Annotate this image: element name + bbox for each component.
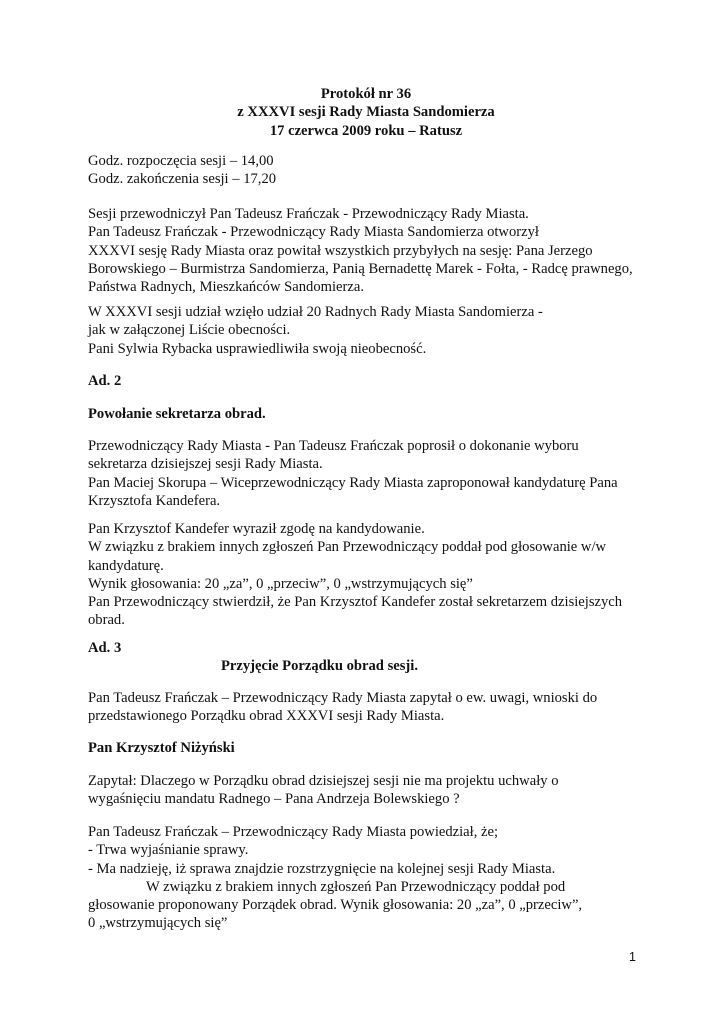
text-line: Państwa Radnych, Mieszkańców Sandomierza. [88,279,364,296]
text-line: Pan Maciej Skorupa – Wiceprzewodniczący Rady Miasta zaproponował kandydaturę Pana [88,474,618,491]
document-subtitle: z XXXVI sesji Rady Miasta Sandomierza [237,104,495,121]
text-line: W związku z brakiem innych zgłoszeń Pan Przewodniczący poddał pod głosowanie w/w [88,539,607,556]
ad2-heading: Ad. 2 [88,373,122,389]
text-line: Pan Tadeusz Frańczak – Przewodniczący Rady Miasta zapytał o ew. uwagi, wnioski do [88,690,598,706]
text-line: przedstawionego Porządku obrad XXXVI sesji Rady Miasta. [88,708,445,725]
document-header [88,85,644,140]
ad2-paragraph-1 [88,437,644,510]
ad3-subheading: Przyjęcie Porządku obrad sesji. [221,658,418,674]
document-title: Protokół nr 36 [320,86,412,102]
text-line: - Trwa wyjaśnianie sprawy. [88,842,249,859]
text-line: W XXXVI sesji udział wzięło udział 20 Radnych Rady Miasta Sandomierza - [88,304,543,320]
text-line: Krzysztofa Kandefera. [88,492,221,509]
ad3-paragraph-1 [88,689,644,726]
text-line: Pan Tadeusz Frańczak - Przewodniczący Rady Miasta Sandomierza otworzył [88,224,539,241]
ad2-subheading: Powołanie sekretarza obrad. [88,406,266,422]
page-number: 1 [629,950,636,964]
ad2-paragraph-2 [88,520,644,630]
text-line: sekretarza dzisiejszej sesji Rady Miasta. [88,456,323,473]
opening-paragraph [88,205,644,296]
text-line: Wynik głosowania: 20 „za”, 0 „przeciw”, 0 „wstrzymujących się” [88,575,473,592]
ad3-heading: Ad. 3 [88,640,122,656]
chair-answer [88,823,644,933]
text-line: 0 „wstrzymujących się” [88,915,228,932]
text-line: obrad. [88,612,125,629]
text-line: - Ma nadzieję, iż sprawa znajdzie rozstrzygnięcie na kolejnej sesji Rady Miasta. [88,860,556,877]
text-line: Pan Przewodniczący stwierdził, że Pan Krzysztof Kandefer został sekretarzem dzisiejszych [88,594,623,611]
start-time: Godz. rozpoczęcia sesji – 14,00 [88,153,274,169]
text-line: Borowskiego – Burmistrza Sandomierza, Panią Bernadettę Marek - Fołta, - Radcę prawnego, [88,260,633,277]
text-line: głosowanie proponowany Porządek obrad. Wynik głosowania: 20 „za”, 0 „przeciw”, [88,897,583,914]
text-line: Pani Sylwia Rybacka usprawiedliwiła swoją nieobecność. [88,340,427,357]
session-times [88,152,644,189]
text-line: kandydaturę. [88,557,164,574]
text-line: Przewodniczący Rady Miasta - Pan Tadeusz Frańczak poprosił o dokonanie wyboru [88,438,579,454]
text-line: jak w załączonej Liście obecności. [88,322,291,339]
attendance-paragraph [88,303,644,358]
text-line: Pan Krzysztof Kandefer wyraził zgodę na kandydowanie. [88,521,425,537]
text-line: wygaśnięciu mandatu Radnego – Pana Andrzeja Bolewskiego ? [88,791,460,808]
text-line: XXXVI sesję Rady Miasta oraz powitał wszystkich przybyłych na sesję: Pana Jerzego [88,242,593,259]
text-line: Zapytał: Dlaczego w Porządku obrad dzisiejszej sesji nie ma projektu uchwały o [88,773,559,789]
speaker-name: Pan Krzysztof Niżyński [88,740,235,756]
text-line: Pan Tadeusz Frańczak – Przewodniczący Rady Miasta powiedział, że; [88,824,499,840]
text-line: W związku z brakiem innych zgłoszeń Pan Przewodniczący poddał pod [146,878,566,895]
text-line: Sesji przewodniczył Pan Tadeusz Frańczak - Przewodniczący Rady Miasta. [88,206,529,222]
document-date-place: 17 czerwca 2009 roku – Ratusz [269,122,463,139]
speaker-question [88,772,644,809]
end-time: Godz. zakończenia sesji – 17,20 [88,171,277,188]
